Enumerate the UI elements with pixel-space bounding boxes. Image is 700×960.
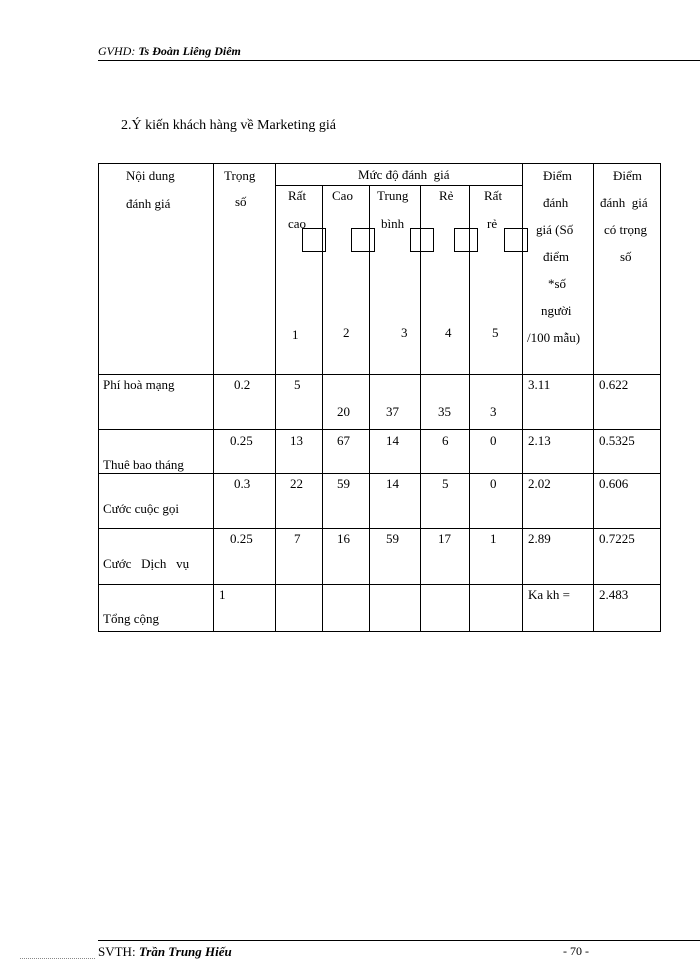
score-cell xyxy=(523,529,594,585)
weighted-cell xyxy=(594,375,661,430)
scale-3: 3 xyxy=(401,325,408,340)
value-cheap: 5 xyxy=(442,476,449,491)
value-cell xyxy=(323,430,370,474)
value-cell xyxy=(421,430,470,474)
weight-value: 0.25 xyxy=(230,531,253,546)
page-header xyxy=(98,44,241,59)
weighted-cell xyxy=(594,529,661,585)
header-score-line4: điểm xyxy=(543,249,569,264)
total-weighted-cell xyxy=(594,585,661,632)
weight-value: 0.2 xyxy=(234,377,251,392)
value-very-high: 7 xyxy=(294,531,301,546)
total-name-cell xyxy=(99,585,214,632)
value-high: 59 xyxy=(337,476,350,491)
value-high: 67 xyxy=(337,433,350,448)
value-cell xyxy=(323,474,370,529)
total-score-cell xyxy=(523,585,594,632)
weighted-value: 0.7225 xyxy=(599,531,635,546)
value-cell xyxy=(370,430,421,474)
row-name: Cước cuộc gọi xyxy=(103,501,180,516)
header-score-line1: Điểm xyxy=(543,168,572,183)
row-name: Phí hoà mạng xyxy=(103,377,175,392)
empty-cell xyxy=(276,585,323,632)
header-weighted-line1: Điểm xyxy=(613,168,642,183)
header-score-line3: giá (Số xyxy=(536,222,574,237)
header-cheap-label: Rẻ xyxy=(439,188,454,203)
total-label: Tổng cộng xyxy=(103,611,159,626)
total-weight-cell xyxy=(214,585,276,632)
weighted-value: 0.622 xyxy=(599,377,629,392)
footer-rule xyxy=(98,940,700,941)
value-cell xyxy=(276,529,323,585)
value-cell xyxy=(370,474,421,529)
empty-cell xyxy=(470,585,523,632)
header-supervisor: Ts Đoàn Liêng Diêm xyxy=(138,44,241,58)
header-weight-line2: số xyxy=(235,194,247,209)
value-very-cheap: 3 xyxy=(490,404,497,419)
header-medium-line1: Trung xyxy=(377,188,409,203)
value-very-cheap: 1 xyxy=(490,531,497,546)
header-very-cheap xyxy=(470,186,523,375)
value-very-cheap: 0 xyxy=(490,476,497,491)
header-weighted-line3: có trọng xyxy=(604,222,647,237)
header-score-cell xyxy=(523,164,594,375)
value-medium: 14 xyxy=(386,433,399,448)
weighted-cell xyxy=(594,430,661,474)
empty-cell xyxy=(323,585,370,632)
header-score-line5: *số xyxy=(548,276,567,291)
value-very-high: 22 xyxy=(290,476,303,491)
weight-cell xyxy=(214,375,276,430)
value-cell xyxy=(470,375,523,430)
page-footer xyxy=(98,944,232,960)
footer-student: Trần Trung Hiếu xyxy=(138,944,232,959)
scale-4: 4 xyxy=(445,325,452,340)
score-value: 2.02 xyxy=(528,476,551,491)
header-very-high-line2: cao xyxy=(288,216,307,231)
weight-value: 0.3 xyxy=(234,476,251,491)
header-weight-line1: Trọng xyxy=(224,168,256,183)
page-number: - 70 - xyxy=(563,944,589,958)
total-score-label: Ka kh = xyxy=(528,587,570,602)
value-very-high: 5 xyxy=(294,377,301,392)
header-rating-level xyxy=(276,164,523,186)
value-cheap: 17 xyxy=(438,531,451,546)
score-value: 3.11 xyxy=(528,377,551,392)
score-cell xyxy=(523,474,594,529)
scale-5: 5 xyxy=(492,325,499,340)
scale-1: 1 xyxy=(292,327,299,342)
section-title: 2.Ý kiến khách hàng về Marketing giá xyxy=(121,118,336,133)
header-very-cheap-line1: Rất xyxy=(484,188,503,203)
header-medium-line2: bình xyxy=(381,216,405,231)
header-cheap xyxy=(421,186,470,375)
header-prefix: GVHD: xyxy=(98,44,139,58)
row-name-cell xyxy=(99,529,214,585)
value-very-high: 13 xyxy=(290,433,303,448)
weighted-value: 0.5325 xyxy=(599,433,635,448)
header-content-line2: đánh giá xyxy=(126,196,171,211)
table-row xyxy=(99,474,661,529)
value-cell xyxy=(276,375,323,430)
row-name: Cước Dịch vụ xyxy=(103,556,190,571)
value-high: 20 xyxy=(337,404,350,419)
value-medium: 37 xyxy=(386,404,399,419)
empty-cell xyxy=(421,585,470,632)
score-cell xyxy=(523,375,594,430)
value-cheap: 6 xyxy=(442,433,449,448)
value-cell xyxy=(323,375,370,430)
empty-cell xyxy=(370,585,421,632)
total-weighted-value: 2.483 xyxy=(599,587,629,602)
weighted-value: 0.606 xyxy=(599,476,629,491)
header-weighted-line2: đánh giá xyxy=(600,195,648,210)
score-cell xyxy=(523,430,594,474)
scale-2: 2 xyxy=(343,325,350,340)
row-name-cell xyxy=(99,375,214,430)
weight-value: 0.25 xyxy=(230,433,253,448)
table-row xyxy=(99,430,661,474)
value-medium: 14 xyxy=(386,476,399,491)
value-cheap: 35 xyxy=(438,404,451,419)
total-row xyxy=(99,585,661,632)
value-cell xyxy=(421,474,470,529)
header-content-cell xyxy=(99,164,214,375)
value-cell xyxy=(370,375,421,430)
value-medium: 59 xyxy=(386,531,399,546)
header-weighted-line4: số xyxy=(620,249,632,264)
total-weight: 1 xyxy=(219,587,226,602)
header-score-line2: đánh xyxy=(543,195,569,210)
value-very-cheap: 0 xyxy=(490,433,497,448)
table-row xyxy=(99,375,661,430)
value-cell xyxy=(276,474,323,529)
value-cell xyxy=(470,474,523,529)
header-rule xyxy=(98,60,700,61)
score-value: 2.89 xyxy=(528,531,551,546)
footer-dotted-line xyxy=(20,958,95,959)
header-score-line7: /100 mẫu) xyxy=(527,330,581,345)
header-very-high-line1: Rất xyxy=(288,188,307,203)
table-row xyxy=(99,529,661,585)
header-medium xyxy=(370,186,421,375)
header-very-high xyxy=(276,186,323,375)
header-score-line6: người xyxy=(541,303,572,318)
header-weight-cell xyxy=(214,164,276,375)
weight-cell xyxy=(214,529,276,585)
row-name-cell xyxy=(99,474,214,529)
header-high-label: Cao xyxy=(332,188,353,203)
value-cell xyxy=(370,529,421,585)
value-cell xyxy=(323,529,370,585)
very-cheap-checkbox xyxy=(504,228,528,252)
header-rating-level-label: Mức độ đánh giá xyxy=(358,167,450,182)
row-name: Thuê bao tháng xyxy=(103,457,184,472)
value-cell xyxy=(421,375,470,430)
weight-cell xyxy=(214,474,276,529)
value-cell xyxy=(276,430,323,474)
header-high xyxy=(323,186,370,375)
footer-prefix: SVTH: xyxy=(98,944,139,959)
header-very-cheap-line2: rẻ xyxy=(487,216,498,231)
value-cell xyxy=(470,430,523,474)
score-value: 2.13 xyxy=(528,433,551,448)
weighted-cell xyxy=(594,474,661,529)
row-name-cell xyxy=(99,430,214,474)
header-weighted-score-cell xyxy=(594,164,661,375)
value-cell xyxy=(421,529,470,585)
value-high: 16 xyxy=(337,531,350,546)
header-content-line1: Nội dung xyxy=(126,168,175,183)
value-cell xyxy=(470,529,523,585)
weight-cell xyxy=(214,430,276,474)
evaluation-table xyxy=(98,163,661,632)
